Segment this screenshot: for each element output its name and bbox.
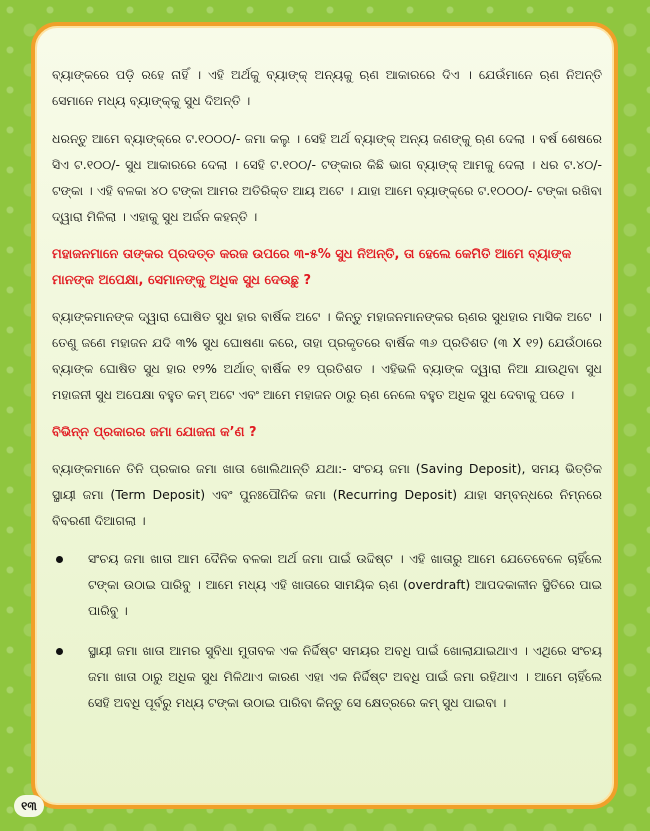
list-item-term-deposit <box>52 638 602 716</box>
page-content <box>52 62 602 730</box>
question-heading-deposit-schemes: ବିଭିନ୍ନ ପ୍ରକାରର ଜମା ଯୋଜନା କ’ଣ ? <box>52 425 257 440</box>
interest-example-paragraph: ଧରନ୍ତୁ ଆମେ ବ୍ୟାଙ୍କ୍‌ରେ ଟ.୧୦୦୦/- ଜମା କଲୁ । ସେହି ଅର୍ଥ ବ୍ୟାଙ୍କ୍ ଅନ୍ୟ ଜଣଙ୍କୁ ଋଣ ଦେଲା । ବର୍ଷ ଶେଷରେ ସିଏ ଟ.୧୦୦/- ସୁଧ ଆକାରରେ ଦେଲା । ସେହି ଟ.୧୦୦/- ଟଙ୍କାର କିଛି ଭାଗ ବ୍ୟାଙ୍କ୍ ଆମକୁ ଦେଲା । ଧର ଟ.୪୦/- ଟଙ୍କା । ଏହି ବଳକା ୪୦ ଟଙ୍କା ଆମର ଅତିରିକ୍ତ ଆୟ ଅଟେ । ଯାହା ଆମେ ବ୍ୟାଙ୍କ୍‌ରେ ଟ.୧୦୦୦/- ଟଙ୍କା ରଖିବା ଦ୍ୱାରା ମିଳିଲା । ଏହାକୁ ସୁଧ ଅର୍ଜନ କହନ୍ତି । <box>52 131 602 224</box>
page-number: ୧୩ <box>14 795 44 817</box>
question-heading-moneylender-interest: ମହାଜନମାନେ ତାଙ୍କର ପ୍ରଦତ୍ତ କରଜ ଉପରେ ୩-୫% ସୁଧ ନିଅନ୍ତି, ତା ହେଲେ କେମିତି ଆମେ ବ୍ୟାଙ୍କ ମାନଙ୍କ ଅପେକ୍ଷା, ସେମାନଙ୍କୁ ଅଧିକ ସୁଧ ଦେଉଛୁ ? <box>52 247 572 288</box>
bullet-icon <box>56 648 63 655</box>
deposit-types-list <box>52 546 602 716</box>
bullet-icon <box>56 556 63 563</box>
intro-paragraph: ବ୍ୟାଙ୍କରେ ପଡ଼ି ରହେ ନାହିଁ । ଏହି ଅର୍ଥକୁ ବ୍ୟାଙ୍କ୍ ଅନ୍ୟକୁ ଋଣ ଆକାରରେ ଦିଏ । ଯେଉଁମାନେ ଋଣ ନିଅନ୍ତି ସେମାନେ ମଧ୍ୟ ବ୍ୟାଙ୍କ୍‌କୁ ସୁଧ ଦିଅନ୍ତି । <box>52 67 602 108</box>
answer-paragraph-interest-rates: ବ୍ୟାଙ୍କମାନଙ୍କ ଦ୍ୱାରା ଘୋଷିତ ସୁଧ ହାର ବାର୍ଷିକ ଅଟେ । କିନ୍ତୁ ମହାଜନମାନଙ୍କର ଋଣର ସୁଧହାର ମାସିକ ଅଟେ । ତେଣୁ ଜଣେ ମହାଜନ ଯଦି ୩% ସୁଧ ଘୋଷଣା କରେ, ତାହା ପ୍ରକୃତରେ ବାର୍ଷିକ ୩୬ ପ୍ରତିଶତ (୩ X ୧୨) ଯେଉଁଠାରେ ବ୍ୟାଙ୍କ ଘୋଷିତ ସୁଧ ହାର ୧୨% ଅର୍ଥାତ୍ ବାର୍ଷିକ ୧୨ ପ୍ରତିଶତ । ଏହିଭଳି ବ୍ୟାଙ୍କ ଦ୍ୱାରା ନିଆ ଯାଉଥିବା ସୁଧ ମହାଜନୀ ସୁଧ ଅପେକ୍ଷା ବହୁତ କମ୍ ଅଟେ ଏବଂ ଆମେ ମହାଜନ ଠାରୁ ଋଣ ନେଲେ ବହୁତ ଅଧିକ ସୁଧ ଦେବାକୁ ପଡେ । <box>52 309 602 402</box>
answer-paragraph-deposit-types: ବ୍ୟାଙ୍କମାନେ ତିନି ପ୍ରକାର ଜମା ଖାତା ଖୋଲିଥାନ୍ତି ଯଥା:- ସଂଚୟ ଜମା (Saving Deposit), ସମୟ ଭିତ୍ତିକ ସ୍ଥାୟୀ ଜମା (Term Deposit) ଏବଂ ପୁନଃପୌନିକ ଜମା (Recurring Deposit) ଯାହା ସମ୍ବନ୍ଧରେ ନିମ୍ନରେ ବିବରଣୀ ଦିଆଗଲା । <box>52 461 602 528</box>
list-item-text: ସ୍ଥାୟୀ ଜମା ଖାତା ଆମର ସୁବିଧା ମୁତାବକ ଏକ ନିର୍ଦ୍ଦିଷ୍ଟ ସମୟର ଅବଧି ପାଇଁ ଖୋଲାଯାଇଥାଏ । ଏଥିରେ ସଂଚୟ ଜମା ଖାତା ଠାରୁ ଅଧିକ ସୁଧ ମିଳିଥାଏ କାରଣ ଏହା ଏକ ନିର୍ଦ୍ଦିଷ୍ଟ ଅବଧି ପାଇଁ ଜମା ରହିଥାଏ । ଆମେ ଚାହିଁଲେ ସେହି ଅବଧି ପୂର୍ବରୁ ମଧ୍ୟ ଟଙ୍କା ଉଠାଇ ପାରିବା କିନ୍ତୁ ସେ କ୍ଷେତ୍ରରେ କମ୍ ସୁଧ ପାଇବା । <box>88 643 602 710</box>
list-item-text: ସଂଚୟ ଜମା ଖାତା ଆମ ଦୈନିକ ବଳକା ଅର୍ଥ ଜମା ପାଇଁ ଉଦ୍ଦିଷ୍ଟ । ଏହି ଖାତାରୁ ଆମେ ଯେତେବେଳେ ଚାହିଁଲେ ଟଙ୍କା ଉଠାଇ ପାରିବୁ । ଆମେ ମଧ୍ୟ ଏହି ଖାତାରେ ସାମୟିକ ଋଣ (overdraft) ଆପଦକାଳୀନ ସ୍ଥିତିରେ ପାଇ ପାରିବୁ । <box>88 551 602 618</box>
list-item-saving-deposit <box>52 546 602 624</box>
